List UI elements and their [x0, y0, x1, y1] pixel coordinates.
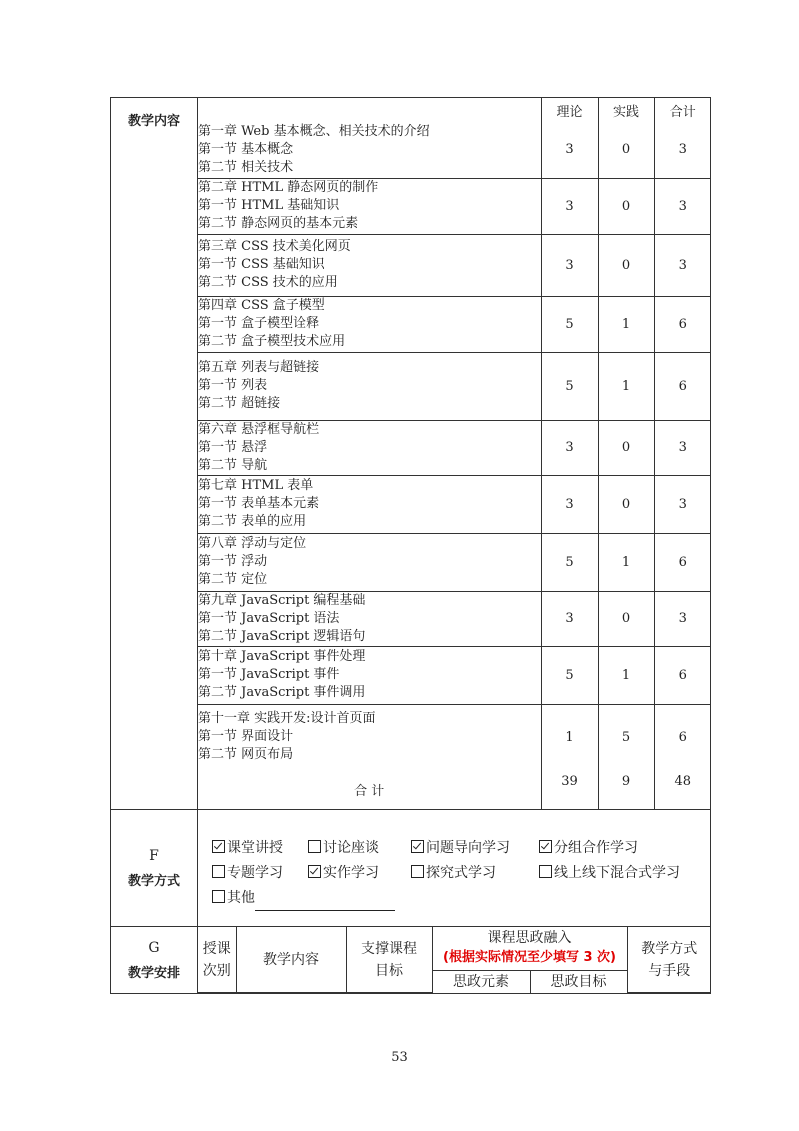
section-title: 第二节 JavaScript 逻辑语句	[198, 628, 366, 644]
section-g-label	[111, 927, 198, 994]
section-title: 第二节 盒子模型技术应用	[198, 334, 346, 349]
col-element-header: 思政元素	[432, 970, 530, 993]
chapter-cell	[198, 352, 541, 420]
hours-theory: 5	[541, 646, 598, 704]
chapter-title: 第三章 CSS 技术美化网页	[198, 239, 351, 254]
method-option[interactable]: 探究式学习	[411, 861, 539, 886]
method-row-1	[212, 836, 710, 861]
checkbox-icon	[212, 890, 225, 903]
hours-practice: 0	[598, 475, 654, 533]
hours-practice: 0	[598, 178, 654, 234]
chapter-title: 第十一章 实践开发:设计首页面	[198, 711, 376, 727]
chapter-row	[198, 122, 711, 178]
chapter-title: 第八章 浮动与定位	[198, 536, 307, 551]
hours-total: 6	[654, 296, 711, 352]
section-title: 第一节 JavaScript 语法	[198, 610, 340, 626]
method-option[interactable]: 其他	[212, 886, 395, 911]
chapter-row	[198, 352, 711, 420]
hours-total: 6	[654, 646, 711, 704]
col-support-header: 支撑课程目标	[346, 927, 432, 993]
section-g	[111, 927, 711, 994]
section-title: 第一节 盒子模型诠释	[198, 316, 320, 331]
hours-header-row	[198, 98, 711, 122]
method-option[interactable]: 讨论座谈	[308, 836, 411, 861]
method-option[interactable]: 课堂讲授	[212, 836, 308, 861]
chapter-title: 第五章 列表与超链接	[198, 360, 320, 375]
hours-practice: 0	[598, 591, 654, 646]
chapter-cell	[198, 704, 541, 770]
section-title: 第二节 表单的应用	[198, 514, 307, 529]
chapter-cell	[198, 475, 541, 533]
hours-total: 6	[654, 533, 711, 591]
totals-theory: 39	[541, 770, 598, 809]
chapter-row	[198, 646, 711, 704]
section-f	[111, 810, 711, 927]
col-method-header: 教学方式与手段	[627, 927, 711, 993]
hours-theory: 3	[541, 234, 598, 296]
hours-practice: 1	[598, 296, 654, 352]
section-title: 第一节 HTML 基础知识	[198, 198, 340, 213]
method-option[interactable]: 实作学习	[308, 861, 411, 886]
col-session-header: 授课次别	[198, 927, 236, 993]
hours-theory: 5	[541, 296, 598, 352]
method-row-3	[212, 886, 710, 911]
hours-theory: 1	[541, 704, 598, 770]
section-f-title: 教学方式	[127, 873, 180, 889]
chapter-title: 第十章 JavaScript 事件处理	[198, 649, 366, 664]
chapter-cell	[198, 646, 541, 704]
checkbox-icon	[411, 865, 424, 878]
section-title: 第二节 相关技术	[198, 159, 294, 175]
section-title: 第二节 超链接	[198, 396, 281, 411]
chapter-row	[198, 533, 711, 591]
hours-total: 3	[654, 591, 711, 646]
chapter-cell	[198, 591, 541, 646]
chapter-cell	[198, 234, 541, 296]
section-title: 第一节 界面设计	[198, 729, 294, 745]
hours-theory: 5	[541, 533, 598, 591]
section-title: 第二节 CSS 技术的应用	[198, 275, 338, 290]
hours-theory: 3	[541, 475, 598, 533]
chapter-row	[198, 475, 711, 533]
hours-total: 6	[654, 352, 711, 420]
checkbox-icon	[411, 840, 424, 853]
hours-total: 3	[654, 122, 711, 178]
chapter-title: 第七章 HTML 表单	[198, 478, 314, 493]
section-g-letter: G	[148, 939, 160, 956]
content-hours-table	[198, 98, 711, 809]
section-title: 第二节 JavaScript 事件调用	[198, 685, 366, 700]
chapter-row	[198, 420, 711, 475]
syllabus-table	[110, 97, 711, 994]
chapter-cell	[198, 178, 541, 234]
section-title: 第一节 浮动	[198, 554, 268, 569]
content-section	[111, 98, 711, 810]
ideology-note: (根据实际情况至少填写 3 次)	[443, 950, 616, 966]
section-title: 第一节 列表	[198, 378, 268, 393]
section-title: 第二节 定位	[198, 572, 268, 587]
hours-practice: 0	[598, 234, 654, 296]
section-title: 第二节 网页布局	[198, 747, 294, 763]
section-f-letter: F	[149, 847, 159, 864]
chapter-cell	[198, 533, 541, 591]
hours-total: 3	[654, 178, 711, 234]
hours-theory: 3	[541, 122, 598, 178]
section-g-title: 教学安排	[127, 965, 180, 981]
hours-practice: 1	[598, 352, 654, 420]
chapter-title: 第一章 Web 基本概念、相关技术的介绍	[198, 123, 430, 139]
hours-theory: 5	[541, 352, 598, 420]
teaching-method-options	[198, 810, 710, 911]
totals-label: 合 计	[198, 770, 541, 809]
section-title: 第一节 JavaScript 事件	[198, 667, 340, 682]
page-number: 53	[391, 1050, 408, 1065]
hours-theory: 3	[541, 420, 598, 475]
chapter-row	[198, 591, 711, 646]
hours-total: 3	[654, 475, 711, 533]
section-title: 第一节 悬浮	[198, 439, 268, 455]
totals-row	[198, 770, 711, 809]
hours-practice: 5	[598, 704, 654, 770]
totals-total: 48	[654, 770, 711, 809]
chapter-row	[198, 296, 711, 352]
method-row-2	[212, 861, 710, 886]
hours-practice: 1	[598, 533, 654, 591]
hours-practice: 0	[598, 420, 654, 475]
chapter-title: 第二章 HTML 静态网页的制作	[198, 180, 379, 195]
col-practice-header: 实践	[598, 98, 654, 122]
col-goal-header: 思政目标	[530, 970, 627, 993]
hours-theory: 3	[541, 178, 598, 234]
section-f-label	[111, 810, 198, 927]
col-theory-header: 理论	[541, 98, 598, 122]
section-title: 第一节 表单基本元素	[198, 496, 320, 511]
chapter-row	[198, 234, 711, 296]
method-option[interactable]: 问题导向学习	[411, 836, 539, 861]
method-option[interactable]: 专题学习	[212, 861, 308, 886]
hours-total: 6	[654, 704, 711, 770]
chapter-title: 第六章 悬浮框导航栏	[198, 421, 320, 437]
col-total-header: 合计	[654, 98, 711, 122]
chapter-row	[198, 178, 711, 234]
hours-practice: 0	[598, 122, 654, 178]
hours-total: 3	[654, 420, 711, 475]
chapter-cell	[198, 122, 541, 178]
totals-practice: 9	[598, 770, 654, 809]
chapter-cell	[198, 420, 541, 475]
hours-practice: 1	[598, 646, 654, 704]
chapter-row	[198, 704, 711, 770]
checkbox-icon	[539, 840, 552, 853]
checkbox-icon	[308, 865, 321, 878]
chapter-rows	[198, 122, 711, 770]
hours-total: 3	[654, 234, 711, 296]
col-ideology-header: 课程思政融入 (根据实际情况至少填写 3 次)	[432, 927, 627, 970]
chapter-cell	[198, 296, 541, 352]
checkbox-icon	[539, 865, 552, 878]
method-option[interactable]: 线上线下混合式学习	[539, 861, 680, 886]
checkbox-icon	[308, 840, 321, 853]
method-option[interactable]: 分组合作学习	[539, 836, 638, 861]
other-blank-line[interactable]	[255, 896, 395, 911]
section-title: 第二节 导航	[198, 457, 268, 473]
chapter-title: 第九章 JavaScript 编程基础	[198, 592, 366, 608]
content-section-label: 教学内容	[111, 98, 198, 810]
section-title: 第二节 静态网页的基本元素	[198, 216, 359, 231]
arrangement-header-table	[198, 927, 711, 993]
col-content-header: 教学内容	[236, 927, 346, 993]
checkbox-icon	[212, 840, 225, 853]
section-title: 第一节 CSS 基础知识	[198, 257, 325, 272]
section-title: 第一节 基本概念	[198, 141, 294, 157]
chapter-title: 第四章 CSS 盒子模型	[198, 298, 325, 313]
hours-theory: 3	[541, 591, 598, 646]
checkbox-icon	[212, 865, 225, 878]
